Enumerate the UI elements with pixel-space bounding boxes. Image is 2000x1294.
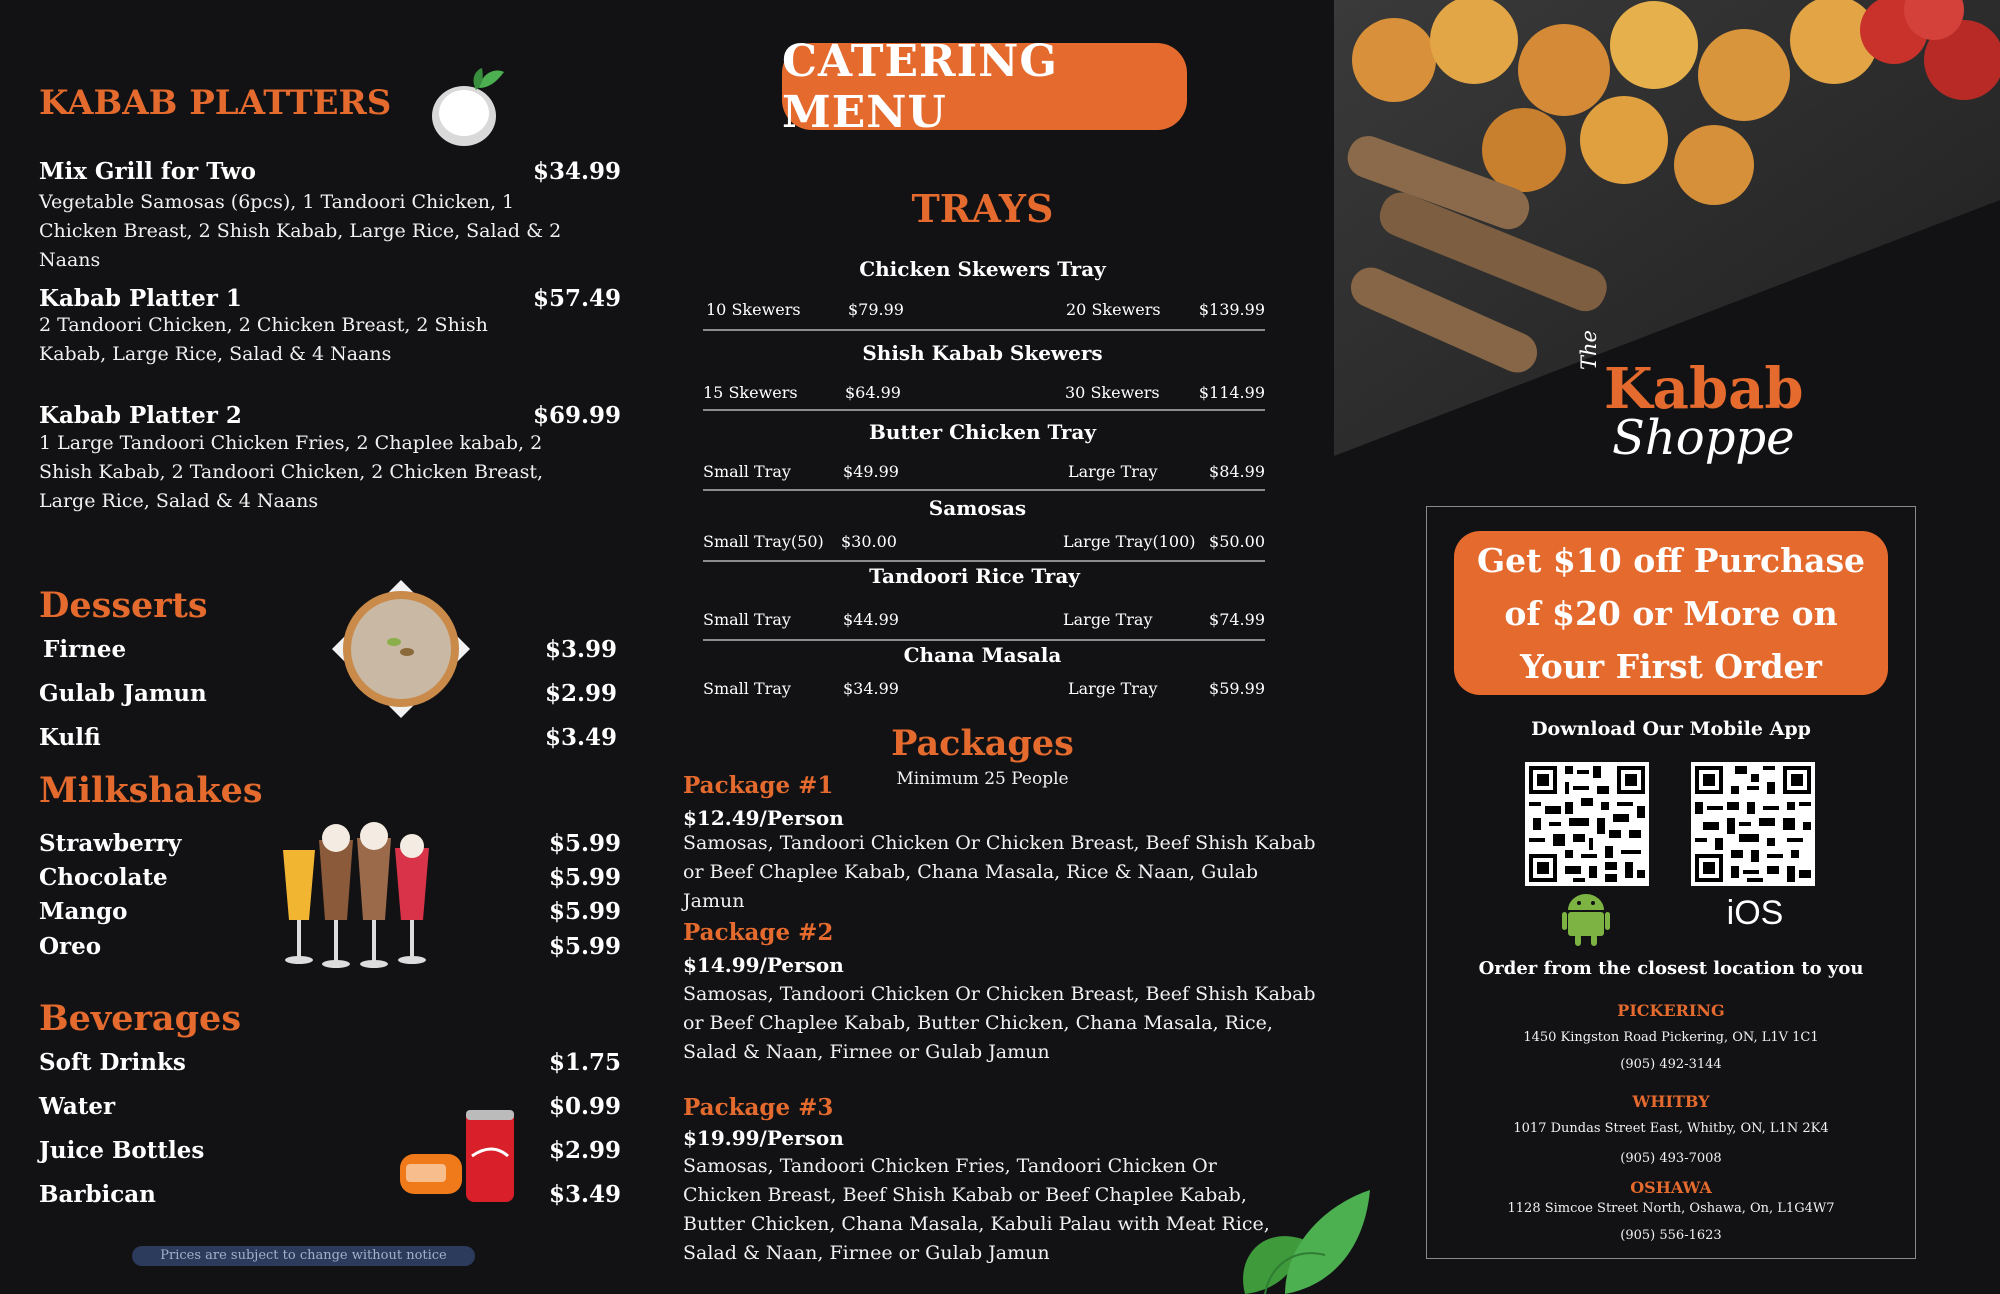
- item-price: $34.99: [532, 158, 621, 185]
- logo-the: The: [1577, 330, 1601, 370]
- tray-name: Butter Chicken Tray: [868, 420, 1096, 444]
- package-title: Package #3: [683, 1094, 834, 1121]
- ios-label[interactable]: iOS: [1726, 894, 1784, 932]
- item-price: $2.99: [548, 1137, 621, 1164]
- item-price: $5.99: [548, 933, 621, 960]
- tray-name: Tandoori Rice Tray: [869, 564, 1080, 588]
- location-name: WHITBY: [1632, 1092, 1710, 1111]
- package-price: $12.49/Person: [683, 806, 844, 830]
- item-name: Kabab Platter 2: [39, 402, 242, 429]
- package-description: Samosas, Tandoori Chicken Or Chicken Breast, Beef Shish Kabab or Beef Chaplee Kabab, Butter Chicken, Chana Masala, Rice, Salad & Naan, Firnee or Gulab Jamun: [683, 983, 1316, 1063]
- price-disclaimer: Prices are subject to change without notice: [132, 1246, 475, 1266]
- location-address: 1017 Dundas Street East, Whitby, ON, L1N 2K4: [1513, 1121, 1829, 1136]
- item-name: Firnee: [43, 636, 127, 663]
- divider: [703, 489, 1265, 491]
- item-name: Juice Bottles: [39, 1137, 205, 1164]
- logo-kabab: Kabab: [1604, 356, 1804, 422]
- tray-option-price: $50.00: [1209, 532, 1265, 551]
- divider: [703, 329, 1265, 331]
- item-name: Chocolate: [39, 864, 168, 891]
- tray-option-label: Large Tray: [1063, 610, 1153, 629]
- tray-option-label: Small Tray: [703, 462, 791, 481]
- tray-option-label: 20 Skewers: [1066, 300, 1161, 319]
- tray-option-price: $49.99: [843, 462, 899, 481]
- qr-code-icon[interactable]: [1691, 762, 1815, 886]
- tray-option-label: 10 Skewers: [706, 300, 801, 319]
- tray-option-price: $84.99: [1209, 462, 1265, 481]
- tray-row: [703, 383, 1265, 407]
- item-price: $69.99: [532, 402, 621, 429]
- firnee-bowl-icon: [332, 580, 470, 718]
- tray-row: [703, 610, 1265, 634]
- tray-option-label: Small Tray(50): [703, 532, 824, 551]
- item-name: Soft Drinks: [39, 1049, 186, 1076]
- item-price: $1.75: [548, 1049, 621, 1076]
- tray-option-label: 30 Skewers: [1065, 383, 1160, 402]
- item-price: $5.99: [548, 864, 621, 891]
- tray-option-price: $30.00: [841, 532, 897, 551]
- tray-option-price: $74.99: [1209, 610, 1265, 629]
- tray-row: [703, 532, 1265, 556]
- tray-name: Samosas: [928, 496, 1027, 520]
- tray-name: Shish Kabab Skewers: [862, 341, 1103, 365]
- location-address: 1450 Kingston Road Pickering, ON, L1V 1C1: [1523, 1030, 1819, 1045]
- item-name: Water: [39, 1093, 116, 1120]
- tray-name: Chana Masala: [903, 643, 1062, 667]
- tray-option-price: $59.99: [1209, 679, 1265, 698]
- trays-title: TRAYS: [911, 186, 1054, 231]
- desserts-title: Desserts: [39, 585, 208, 626]
- tray-option-label: Large Tray: [1068, 679, 1158, 698]
- order-location-text: Order from the closest location to you: [1478, 958, 1864, 979]
- qr-code-icon[interactable]: [1525, 762, 1649, 886]
- item-description: 2 Tandoori Chicken, 2 Chicken Breast, 2 Shish Kabab, Large Rice, Salad & 4 Naans: [39, 314, 488, 365]
- tray-option-label: Small Tray: [703, 610, 791, 629]
- item-price: $3.99: [544, 636, 617, 663]
- item-price: $0.99: [548, 1093, 621, 1120]
- item-name: Barbican: [39, 1181, 156, 1208]
- location-name: PICKERING: [1617, 1001, 1725, 1020]
- item-price: $3.49: [548, 1181, 621, 1208]
- tray-option-label: 15 Skewers: [703, 383, 798, 402]
- package-title: Package #2: [683, 919, 834, 946]
- logo-shoppe: Shoppe: [1612, 410, 1795, 466]
- location-name: OSHAWA: [1630, 1178, 1712, 1197]
- divider: [703, 409, 1265, 411]
- location-address: 1128 Simcoe Street North, Oshawa, On, L1G4W7: [1507, 1201, 1835, 1216]
- milkshakes-title: Milkshakes: [39, 770, 263, 811]
- package-description: Samosas, Tandoori Chicken Fries, Tandoori Chicken Or Chicken Breast, Beef Shish Kabab or Beef Chaplee Kabab, Butter Chicken, Chana Masala, Kabuli Palau with Meat Rice, Salad & Naan, Firnee or Gulab Jamun: [683, 1155, 1270, 1264]
- packages-subtitle: Minimum 25 People: [896, 769, 1069, 789]
- tray-name: Chicken Skewers Tray: [859, 257, 1106, 281]
- tray-option-price: $44.99: [843, 610, 899, 629]
- item-name: Mango: [39, 898, 128, 925]
- kabab-platters-title: KABAB PLATTERS: [39, 83, 392, 123]
- package-price: $19.99/Person: [683, 1126, 844, 1150]
- tray-row: [703, 462, 1265, 486]
- bowl-icon: [424, 66, 516, 148]
- location-phone: (905) 493-7008: [1620, 1151, 1722, 1166]
- first-order-offer: Get $10 off Purchase of $20 or More on Your First Order: [1454, 531, 1888, 695]
- item-name: Kabab Platter 1: [39, 285, 242, 312]
- divider: [703, 639, 1265, 641]
- beverages-title: Beverages: [39, 998, 242, 1039]
- item-description: Vegetable Samosas (6pcs), 1 Tandoori Chicken, 1 Chicken Breast, 2 Shish Kabab, Large Rice, Salad & 2 Naans: [39, 191, 562, 271]
- package-description: Samosas, Tandoori Chicken Or Chicken Breast, Beef Shish Kabab or Beef Chaplee Kabab, Chana Masala, Rice & Naan, Gulab Jamun: [683, 832, 1316, 912]
- tray-option-label: Large Tray(100): [1063, 532, 1196, 551]
- package-price: $14.99/Person: [683, 953, 844, 977]
- catering-menu-title: CATERING MENU: [782, 43, 1187, 130]
- divider: [703, 560, 1265, 562]
- item-name: Gulab Jamun: [39, 680, 207, 707]
- item-price: $2.99: [544, 680, 617, 707]
- tray-option-price: $64.99: [845, 383, 901, 402]
- location-phone: (905) 492-3144: [1620, 1057, 1722, 1072]
- download-app-text: Download Our Mobile App: [1531, 718, 1811, 740]
- item-name: Mix Grill for Two: [39, 158, 256, 185]
- item-name: Strawberry: [39, 830, 182, 857]
- tray-option-price: $79.99: [848, 300, 904, 319]
- package-title: Package #1: [683, 772, 834, 799]
- basil-leaf-icon: [1225, 1185, 1370, 1294]
- item-description: 1 Large Tandoori Chicken Fries, 2 Chaplee kabab, 2 Shish Kabab, 2 Tandoori Chicken, 2 Chicken Breast, Large Rice, Salad & 4 Naans: [39, 432, 544, 512]
- tray-row: [703, 300, 1265, 324]
- tray-option-price: $139.99: [1198, 300, 1265, 319]
- milkshake-glasses-icon: [275, 820, 445, 980]
- item-price: $5.99: [548, 830, 621, 857]
- tray-option-label: Large Tray: [1068, 462, 1158, 481]
- android-icon[interactable]: [1562, 890, 1610, 946]
- item-name: Kulfi: [39, 724, 101, 751]
- item-price: $3.49: [544, 724, 617, 751]
- packages-title: Packages: [891, 723, 1074, 764]
- item-name: Oreo: [39, 933, 102, 960]
- tray-option-price: $34.99: [843, 679, 899, 698]
- location-phone: (905) 556-1623: [1620, 1228, 1722, 1243]
- item-price: $5.99: [548, 898, 621, 925]
- tray-option-label: Small Tray: [703, 679, 791, 698]
- tray-row: [703, 679, 1265, 703]
- item-price: $57.49: [532, 285, 621, 312]
- tray-option-price: $114.99: [1198, 383, 1265, 402]
